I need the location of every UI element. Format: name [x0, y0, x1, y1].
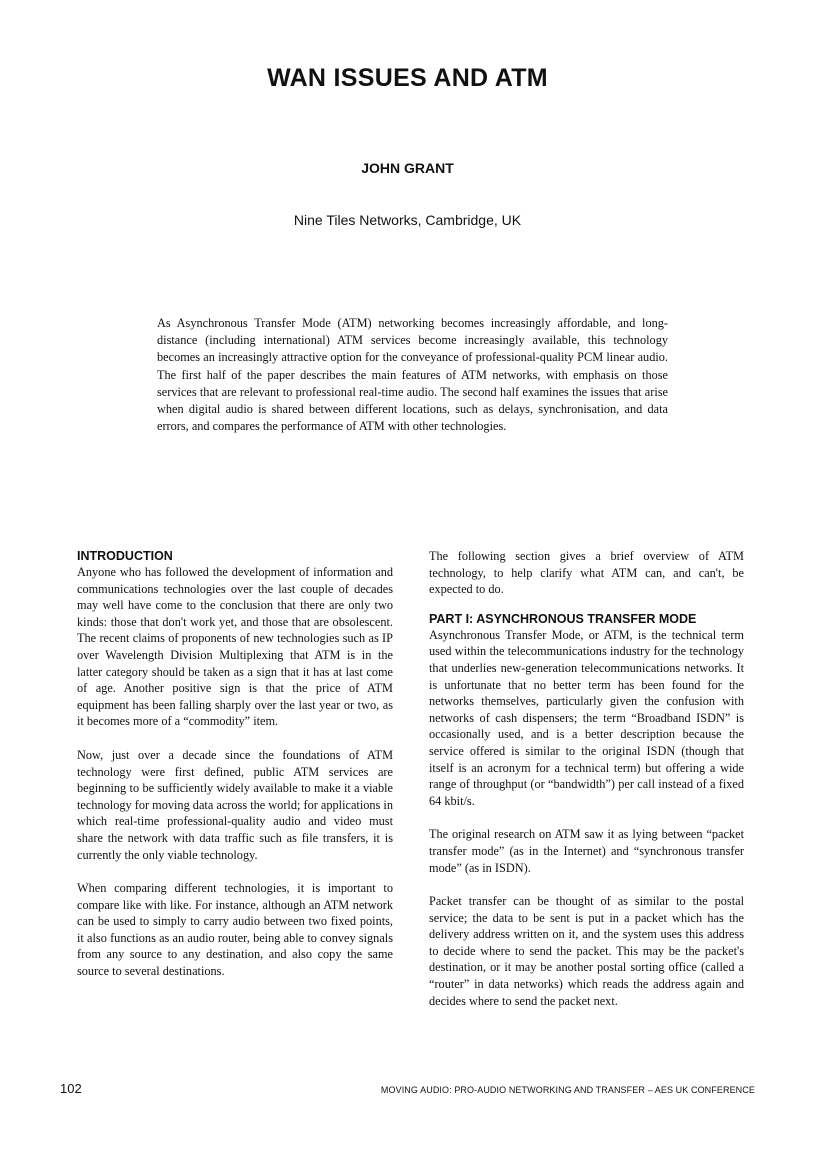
section-heading-part-one: PART I: ASYNCHRONOUS TRANSFER MODE [429, 611, 697, 626]
paragraph: Now, just over a decade since the foundations of ATM technology were first defined, public ATM services are beginning to be sufficiently widely available to make it a viable technology for moving data across the world; for applications in which real-time professional-quality audio and video must share the network with data traffic such as file transfers, it is currently the only viable technology. [77, 747, 393, 862]
author-name: JOHN GRANT [361, 160, 454, 176]
paragraph: Packet transfer can be thought of as similar to the postal service; the data to be sent is put in a packet which has the delivery address written on it, and the system uses this address to decide where to send the packet. This may be the packet's destination, or it may be another postal sorting office (called a “router” in data networks) which reads the address again and decides where to send the packet next. [429, 894, 744, 1008]
left-column [77, 548, 393, 997]
paragraph: Anyone who has followed the development of information and communications technologies over the last couple of decades may well have come to the conclusion that there are only two kinds: those that don't work yet, and those that are obsolescent. The recent claims of proponents of new technologies such as IP over Wavelength Division Multiplexing that ATM is in the latter category should be taken as a sign that it has at last come of age. Another positive sign is that the price of ATM equipment has been falling sharply over the last year or two, as it becomes more of a “commodity” item. [77, 565, 393, 729]
paragraph: Asynchronous Transfer Mode, or ATM, is the technical term used within the telecommunications industry for the technology that underlies new-generation telecommunications networks. It is unfortunate that no better term has been found for the networks themselves, particularly given the confusion with networks of cash dispensers; the term “Broadband ISDN” is occasionally used, and is a better description because the service offered is similar to the original ISDN (though that itself is an acronym for a technical term) but offering a wide range of throughput (or “bandwidth”) per call instead of a fixed 64 kbit/s. [429, 627, 744, 808]
paragraph: The original research on ATM saw it as lying between “packet transfer mode” (as in the Internet) and “synchronous transfer mode” (as in ISDN). [429, 827, 744, 875]
author-affiliation: Nine Tiles Networks, Cambridge, UK [293, 212, 522, 228]
abstract: As Asynchronous Transfer Mode (ATM) networking becomes increasingly affordable, and long-distance (including international) ATM services become increasingly available, this technology becomes an increasingly attractive option for the conveyance of professional-quality PCM linear audio. The first half of the paper describes the main features of ATM networks, with emphasis on those services that are relevant to professional real-time audio. The second half examines the issues that arise when digital audio is shared between different locations, such as delays, synchronisation, and data errors, and compares the performance of ATM with other technologies. [157, 316, 668, 434]
conference-footer: MOVING AUDIO: PRO-AUDIO NETWORKING AND TRANSFER – AES UK CONFERENCE [380, 1085, 755, 1095]
right-column [429, 548, 744, 1026]
paragraph: The following section gives a brief overview of ATM technology, to help clarify what ATM can, and can't, be expected to do. [429, 549, 744, 597]
section-heading-introduction: INTRODUCTION [77, 549, 173, 563]
paper-title: WAN ISSUES AND ATM [267, 64, 548, 92]
paragraph: When comparing different technologies, it is important to compare like with like. For instance, although an ATM network can be used to simply to carry audio between two fixed points, it also functions as an audio router, being able to convey signals from any source to any destination, and also copy the same source to several destinations. [77, 881, 393, 979]
page-number: 102 [60, 1081, 82, 1096]
